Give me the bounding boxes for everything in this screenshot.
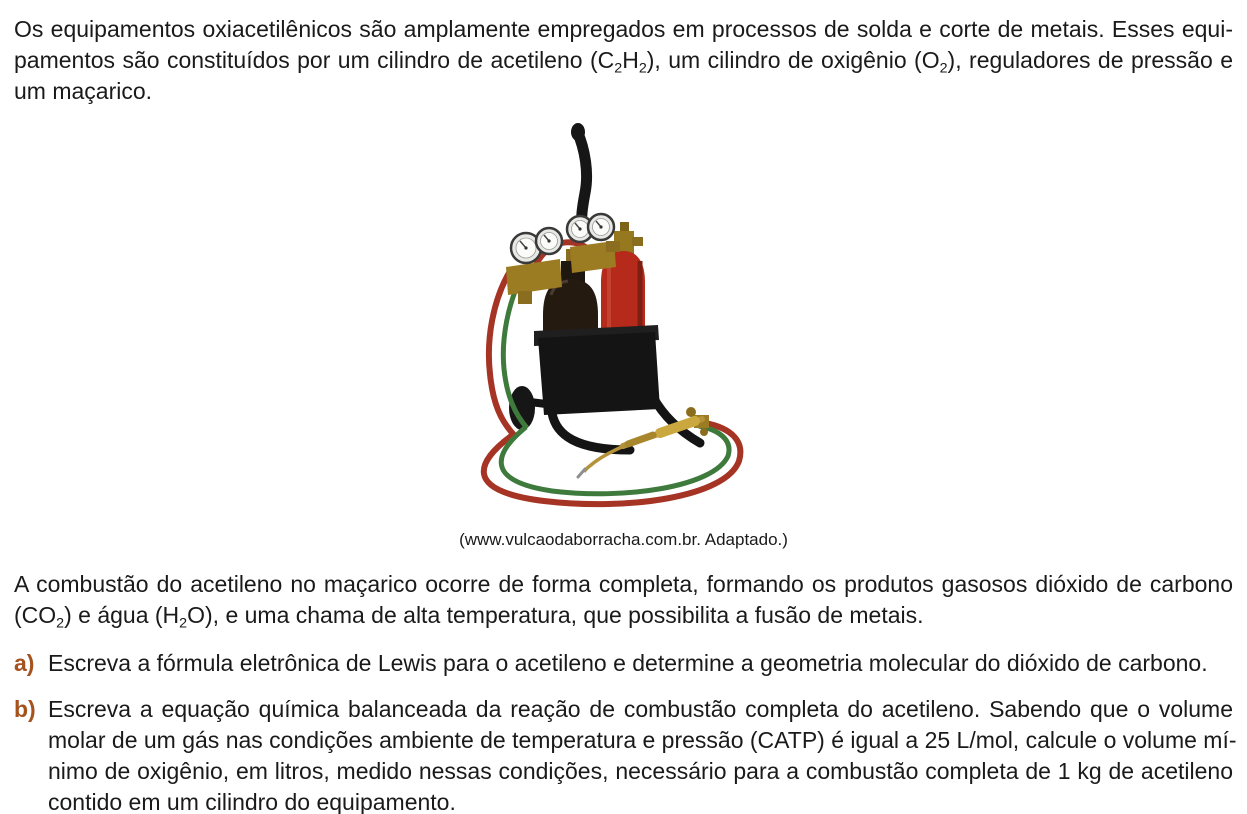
text-line: nimo de oxigênio, em litros, medido nessas condições, necessário para a combustão completa de 1 kg de acetileno xyxy=(48,758,1233,784)
welding-cart-illustration xyxy=(448,119,818,514)
text-line: molar de um gás nas condições ambiente de temperatura e pressão (CATP) é igual a 25 L/mol, calcule o volume mí- xyxy=(48,727,1237,753)
item-text-b xyxy=(48,694,1237,814)
text-line: Os equipamentos oxiacetilênicos são amplamente empregados em processos de solda e corte de metais. Esses equi- xyxy=(14,16,1233,42)
welding-torch xyxy=(578,407,709,477)
text-line: um maçarico. xyxy=(14,78,153,104)
question-item-a xyxy=(14,648,1233,679)
figure-source-caption: (www.vulcaodaborracha.com.br. Adaptado.) xyxy=(459,530,788,549)
equipment-figure xyxy=(14,119,1233,551)
text-line: Escreva a equação química balanceada da reação de combustão completa do acetileno. Sabendo que o volume xyxy=(48,696,1233,722)
item-text-a xyxy=(48,648,1233,679)
intro-paragraph xyxy=(14,14,1233,107)
cart-handle xyxy=(571,123,587,231)
text-line: pamentos são constituídos por um cilindro de acetileno $(C_2H_2)$, um cilindro de oxigênio $(O_2)$, reguladores de pressão e xyxy=(14,47,1233,77)
item-label-a: a) xyxy=(14,650,35,676)
text-line: $(CO_2)$ e água $(H_2O)$, e uma chama de alta temperatura, que possibilita a fusão de metais. xyxy=(14,602,924,632)
item-label-b: b) xyxy=(14,696,36,722)
text-line: Escreva a fórmula eletrônica de Lewis para o acetileno e determine a geometria molecular do dióxido de carbono. xyxy=(48,650,1208,676)
combustion-paragraph xyxy=(14,569,1233,631)
text-line: A combustão do acetileno no maçarico ocorre de forma completa, formando os produtos gasosos dióxido de carbono xyxy=(14,571,1233,597)
question-item-b xyxy=(14,694,1237,814)
text-line: contido em um cilindro do equipamento. xyxy=(48,789,456,814)
